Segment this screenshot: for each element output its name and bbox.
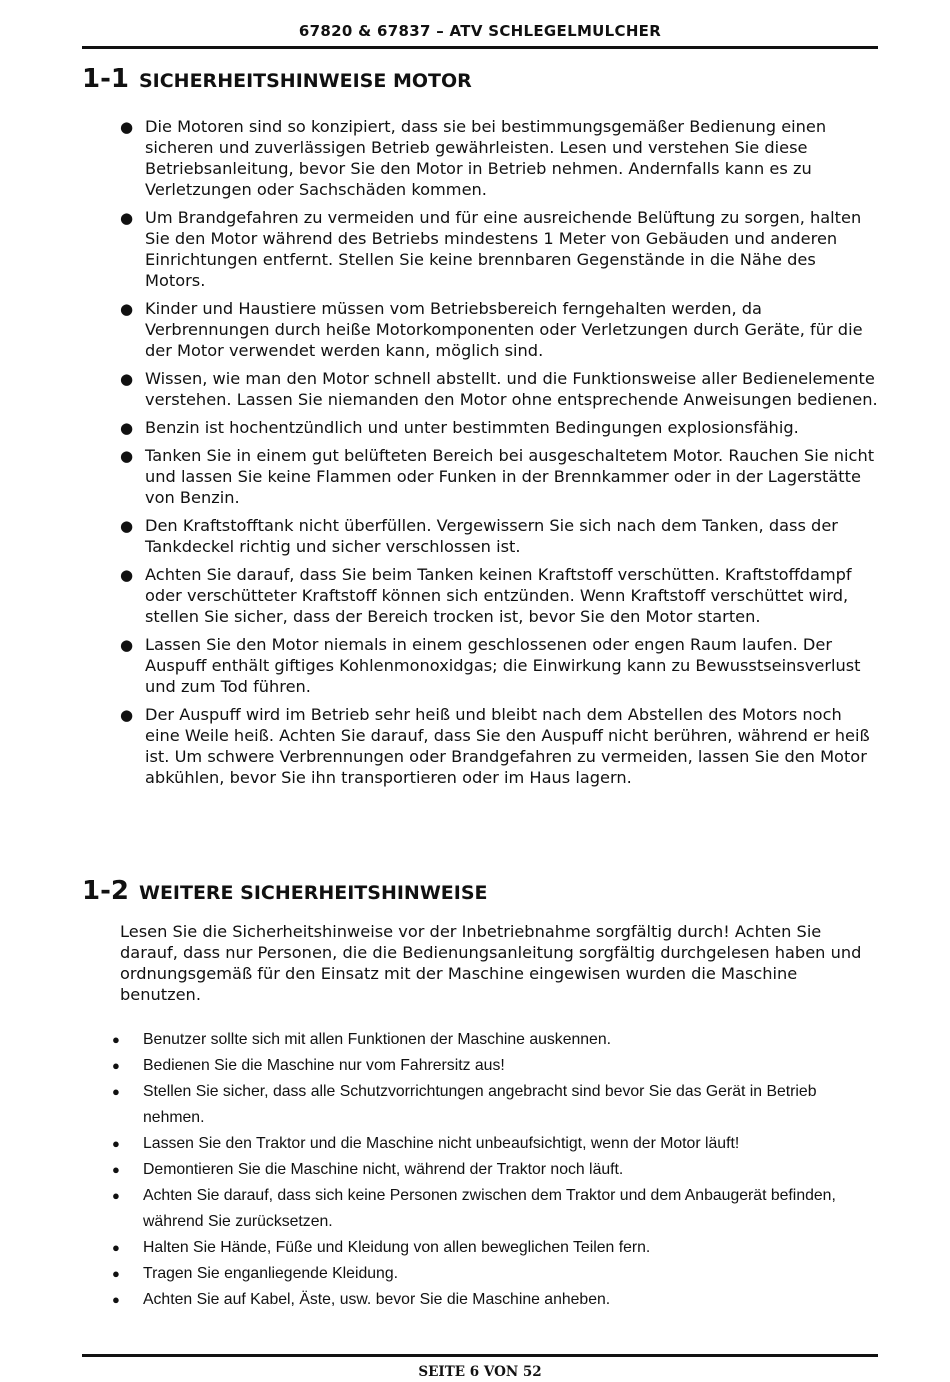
section-number: 1-2 — [82, 876, 129, 906]
bullet-icon: ● — [120, 370, 134, 388]
list-item — [112, 1027, 878, 1053]
list-item — [118, 116, 880, 200]
list-item — [112, 1235, 878, 1261]
list-item-text: Achten Sie darauf, dass Sie beim Tanken keinen Kraftstoff verschütten. Kraftstoffdampf oder verschütteter Kraftstoff können sich entzünden. Wenn Kraftstoff verschüttet wird, stellen Sie sicher, dass der Bereich trocken ist, bevor Sie den Motor starten. — [145, 565, 852, 626]
bullet-icon: ● — [120, 517, 134, 535]
bullet-icon: ● — [112, 1266, 120, 1281]
list-item-text: Benutzer sollte sich mit allen Funktionen der Maschine auskennen. — [143, 1031, 612, 1048]
list-item-text: Stellen Sie sicher, dass alle Schutzvorrichtungen angebracht sind bevor Sie das Gerät in Betrieb nehmen. — [143, 1083, 817, 1126]
list-item-text: Lassen Sie den Traktor und die Maschine nicht unbeaufsichtigt, wenn der Motor läuft! — [143, 1135, 740, 1152]
header-divider — [82, 46, 878, 49]
section-heading-motor — [82, 64, 472, 94]
bullet-icon: ● — [112, 1240, 120, 1255]
motor-safety-list — [118, 116, 880, 795]
list-item — [112, 1157, 878, 1183]
list-item-text: Achten Sie darauf, dass sich keine Personen zwischen dem Traktor und dem Anbaugerät befinden, während Sie zurücksetzen. — [143, 1187, 836, 1230]
bullet-icon: ● — [120, 300, 134, 318]
list-item — [112, 1287, 878, 1313]
list-item-text: Wissen, wie man den Motor schnell abstellt. und die Funktionsweise aller Bedienelemente verstehen. Lassen Sie niemanden den Motor ohne entsprechende Anweisungen bedienen. — [145, 369, 878, 409]
list-item — [118, 634, 880, 697]
bullet-icon: ● — [120, 118, 134, 136]
bullet-icon: ● — [120, 419, 134, 437]
list-item — [118, 298, 880, 361]
list-item-text: Tanken Sie in einem gut belüfteten Bereich bei ausgeschaltetem Motor. Rauchen Sie nicht und lassen Sie keine Flammen oder Funken in der Brennkammer oder in der Lagerstätte von Benzin. — [145, 446, 875, 507]
section-title: WEITERE SICHERHEITSHINWEISE — [138, 882, 488, 904]
list-item-text: Lassen Sie den Motor niemals in einem geschlossenen oder engen Raum laufen. Der Auspuff enthält giftiges Kohlenmonoxidgas; die Einwirkung kann zu Bewusstseinsverlust und zum Tod führen. — [145, 635, 861, 696]
list-item-text: Tragen Sie enganliegende Kleidung. — [143, 1265, 398, 1282]
bullet-icon: ● — [120, 566, 134, 584]
list-item-text: Achten Sie auf Kabel, Äste, usw. bevor Sie die Maschine anheben. — [143, 1291, 611, 1308]
footer-divider — [82, 1354, 878, 1357]
list-item-text: Demontieren Sie die Maschine nicht, während der Traktor noch läuft. — [143, 1161, 624, 1178]
list-item — [112, 1261, 878, 1287]
section-title: SICHERHEITSHINWEISE MOTOR — [138, 70, 472, 92]
list-item-text: Den Kraftstofftank nicht überfüllen. Vergewissern Sie sich nach dem Tanken, dass der Tankdeckel richtig und sicher verschlossen ist. — [145, 516, 838, 556]
bullet-icon: ● — [112, 1032, 120, 1047]
bullet-icon: ● — [120, 636, 134, 654]
bullet-icon: ● — [112, 1136, 120, 1151]
section-heading-further-safety — [82, 876, 488, 906]
bullet-icon: ● — [120, 209, 134, 227]
list-item — [118, 515, 880, 557]
bullet-icon: ● — [112, 1162, 120, 1177]
list-item — [112, 1053, 878, 1079]
bullet-icon: ● — [112, 1084, 120, 1099]
list-item-text: Halten Sie Hände, Füße und Kleidung von allen beweglichen Teilen fern. — [143, 1239, 651, 1256]
bullet-icon: ● — [112, 1058, 120, 1073]
bullet-icon: ● — [120, 706, 134, 724]
list-item-text: Um Brandgefahren zu vermeiden und für eine ausreichende Belüftung zu sorgen, halten Sie den Motor während des Betriebs mindestens 1 Meter von Gebäuden und anderen Einrichtungen entfernt. Stellen Sie keine brennbaren Gegenstände in die Nähe des Motors. — [145, 208, 862, 290]
list-item — [112, 1079, 878, 1131]
list-item-text: Die Motoren sind so konzipiert, dass sie bei bestimmungsgemäßer Bedienung einen sicheren und zuverlässigen Betrieb gewährleisten. Lesen und verstehen Sie diese Betriebsanleitung, bevor Sie den Motor in Betrieb nehmen. Andernfalls kann es zu Verletzungen oder Sachschäden kommen. — [145, 117, 827, 199]
list-item-text: Bedienen Sie die Maschine nur vom Fahrersitz aus! — [143, 1057, 505, 1074]
list-item — [118, 704, 880, 788]
bullet-icon: ● — [112, 1188, 120, 1203]
list-item — [118, 417, 880, 438]
list-item-text: Der Auspuff wird im Betrieb sehr heiß und bleibt nach dem Abstellen des Motors noch eine Weile heiß. Achten Sie darauf, dass Sie den Auspuff nicht berühren, während er heiß ist. Um schwere Verbrennungen oder Brandgefahren zu vermeiden, lassen Sie den Motor abkühlen, bevor Sie ihn transportieren oder im Haus lagern. — [145, 705, 870, 787]
intro-paragraph: Lesen Sie die Sicherheitshinweise vor der Inbetriebnahme sorgfältig durch! Achten Sie darauf, dass nur Personen, die die Bedienungsanleitung sorgfältig durchgelesen haben und ordnungsgemäß für den Einsatz mit der Maschine eingewisen wurden die Maschine benutzen. — [120, 922, 862, 1004]
page-number: SEITE 6 VON 52 — [418, 1364, 542, 1380]
list-item-text: Benzin ist hochentzündlich und unter bestimmten Bedingungen explosionsfähig. — [145, 418, 799, 437]
bullet-icon: ● — [120, 447, 134, 465]
list-item — [118, 207, 880, 291]
list-item — [112, 1183, 878, 1235]
list-item — [112, 1131, 878, 1157]
bullet-icon: ● — [112, 1292, 120, 1307]
further-safety-list — [112, 1027, 878, 1313]
list-item — [118, 368, 880, 410]
list-item — [118, 564, 880, 627]
list-item — [118, 445, 880, 508]
list-item-text: Kinder und Haustiere müssen vom Betriebsbereich ferngehalten werden, da Verbrennungen durch heiße Motorkomponenten oder Verletzungen durch Geräte, für die der Motor verwendet werden kann, möglich sind. — [145, 299, 863, 360]
section-number: 1-1 — [82, 64, 129, 94]
document-header-title: 67820 & 67837 – ATV SCHLEGELMULCHER — [298, 22, 662, 40]
